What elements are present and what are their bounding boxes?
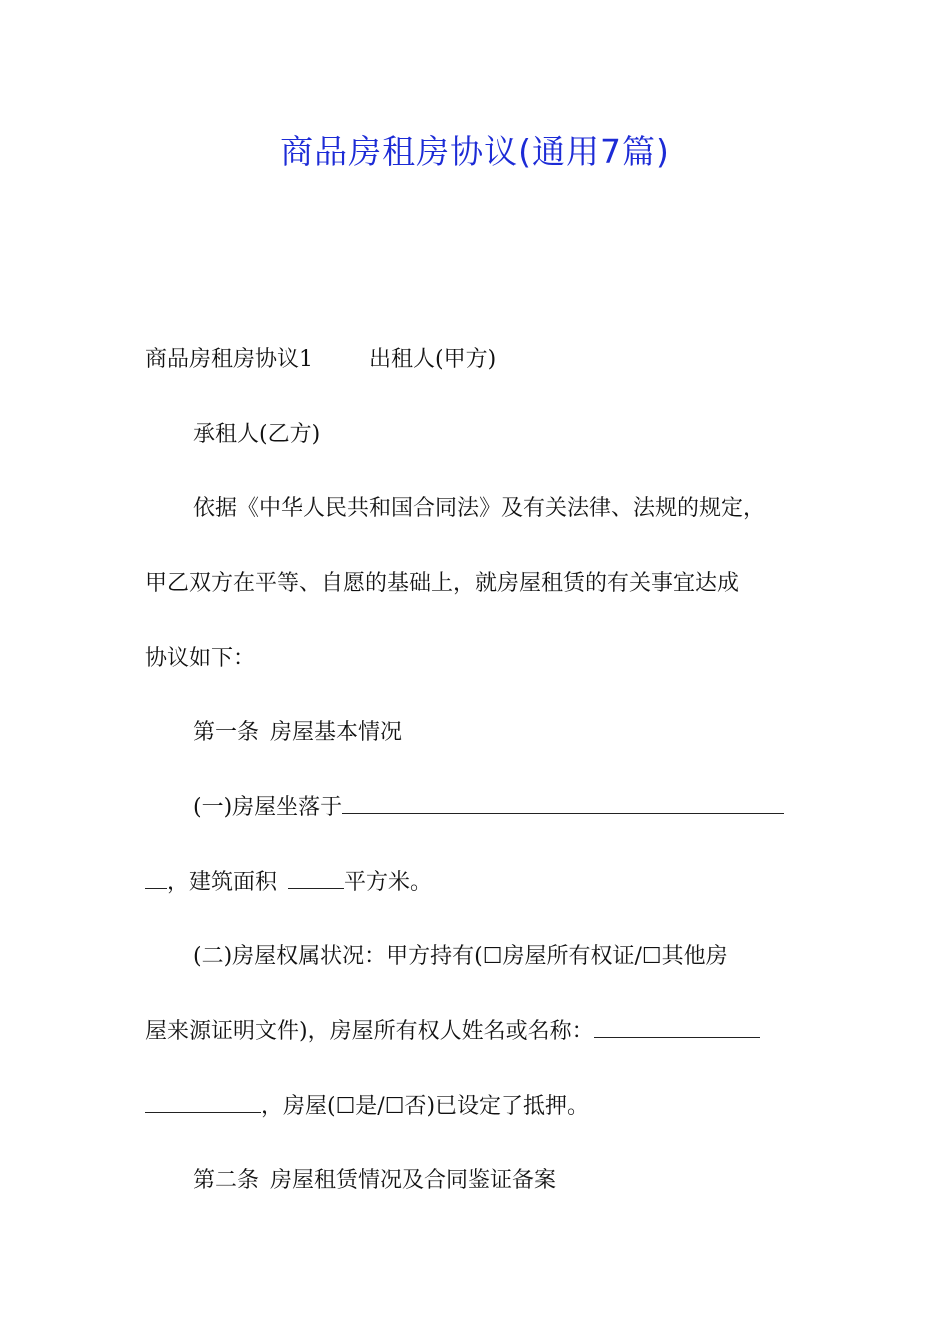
mortgage-line [145,1089,810,1125]
house-location-blank-continued[interactable] [145,866,167,889]
floor-area-unit: 平方米。 [344,870,433,895]
paragraph-basis-text-3: 协议如下： [145,646,256,671]
article-2-heading [193,1163,810,1199]
article-2-title: 房屋租赁情况及合同鉴证备案 [270,1168,557,1193]
house-location-label: (一)房屋坐落于 [193,795,343,820]
owner-name-blank[interactable] [594,1015,760,1038]
article-1-heading [193,715,810,751]
paragraph-basis-line-1 [193,491,810,527]
lessee-line [193,417,810,453]
ownership-line-1 [193,939,810,975]
floor-area-label: ，建筑面积 [167,870,278,895]
paragraph-basis-line-3 [145,641,810,677]
paragraph-basis-text-1: 依据《中华人民共和国合同法》及有关法律、法规的规定， [193,496,766,521]
owner-name-blank-continued[interactable] [145,1090,261,1113]
ownership-text-1: (二)房屋权属状况：甲方持有(☐房屋所有权证/☐其他房 [193,944,728,969]
agreement-1-label: 商品房租房协议1 [145,347,313,372]
ownership-line-2 [145,1014,810,1050]
mortgage-text: ，房屋(☐是/☐否)已设定了抵押。 [261,1094,590,1119]
agreement-1-heading-line [145,342,810,378]
lessee-label: 承租人(乙方) [193,422,321,447]
floor-area-line [145,865,810,901]
lessor-label: 出租人(甲方) [369,347,497,372]
article-1-title: 房屋基本情况 [270,720,403,745]
paragraph-basis-text-2: 甲乙双方在平等、自愿的基础上，就房屋租赁的有关事宜达成 [145,571,740,596]
house-location-blank[interactable] [342,791,784,814]
document-title: 商品房租房协议(通用7篇) [280,132,670,171]
article-2-number: 第二条 [193,1168,260,1193]
owner-name-label: 屋来源证明文件)，房屋所有权人姓名或名称： [145,1019,594,1044]
article-1-number: 第一条 [193,720,260,745]
paragraph-basis-line-2 [145,566,810,602]
house-location-line [193,790,810,826]
floor-area-blank[interactable] [288,866,344,889]
